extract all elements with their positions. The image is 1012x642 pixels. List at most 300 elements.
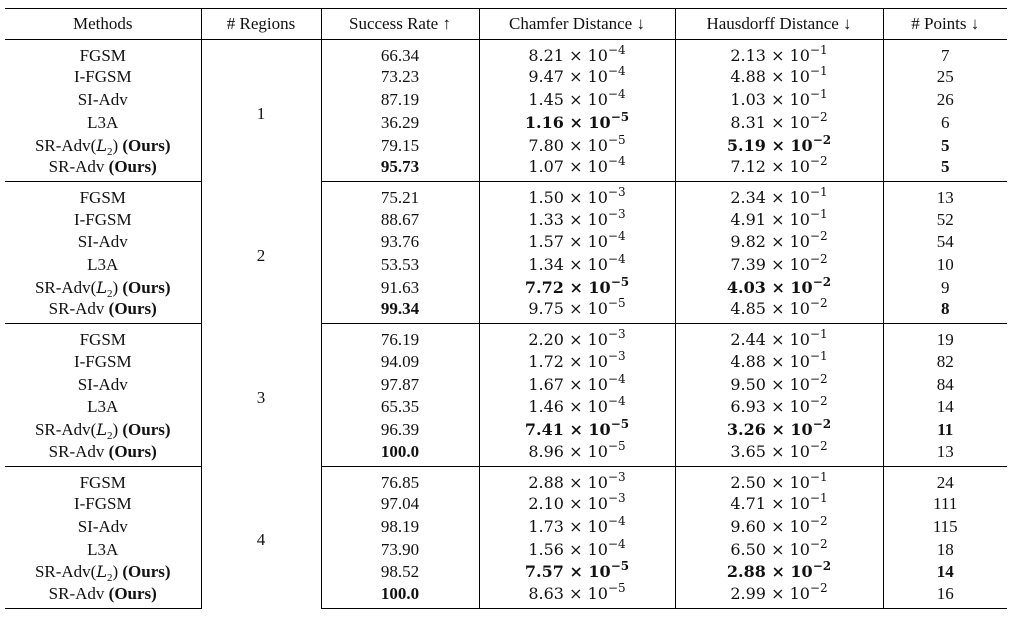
- table-row: [5, 231, 1007, 254]
- times-sign: × 10: [765, 562, 813, 582]
- table-row: [5, 373, 1007, 396]
- sci-value: [730, 327, 828, 350]
- sci-value: [524, 559, 630, 582]
- points-cell: 115: [932, 516, 958, 536]
- success-rate-cell: 97.87: [321, 373, 479, 396]
- table-row: [5, 182, 1007, 209]
- times-sign: × 10: [765, 209, 810, 229]
- ours-label: (Ours): [108, 157, 157, 177]
- success-rate-cell: 98.19: [321, 515, 479, 538]
- results-table: [5, 8, 1007, 609]
- exponent: −3: [607, 327, 626, 342]
- times-sign: × 10: [765, 583, 810, 603]
- method-cell: [5, 40, 201, 67]
- method-cell: [5, 208, 201, 231]
- table-row: [5, 66, 1007, 89]
- method-name: I-FGSM: [73, 493, 132, 513]
- times-sign: × 10: [765, 539, 810, 559]
- mantissa: 9.82: [730, 232, 766, 252]
- mantissa: 4.03: [726, 277, 766, 297]
- exponent: −1: [809, 185, 828, 200]
- sci-value: [528, 206, 626, 229]
- mantissa: 9.50: [730, 374, 766, 394]
- points-cell: 5: [883, 157, 1007, 182]
- method-cell: [5, 515, 201, 538]
- table-row: [5, 350, 1007, 373]
- times-sign: × 10: [563, 157, 608, 177]
- sci-value: [528, 327, 626, 350]
- exponent: −2: [809, 154, 828, 169]
- success-rate-cell: 96.39: [321, 419, 479, 442]
- table-row: [5, 561, 1007, 584]
- mantissa: 1.33: [528, 209, 564, 229]
- regions-cell: 4: [201, 466, 321, 608]
- mantissa: 4.88: [730, 67, 766, 87]
- times-sign: × 10: [563, 112, 611, 132]
- method-name: I-FGSM: [73, 67, 132, 87]
- sci-value: [730, 394, 828, 417]
- success-rate-cell: 93.76: [321, 231, 479, 254]
- exponent: −1: [809, 490, 828, 505]
- method-name: I-FGSM: [73, 351, 132, 371]
- paren: ): [112, 562, 119, 582]
- sci-value: [730, 348, 828, 371]
- mantissa: 1.57: [528, 232, 564, 252]
- paren: ): [112, 277, 119, 297]
- mantissa: 7.80: [528, 135, 564, 155]
- mantissa: 1.16: [524, 112, 564, 132]
- method-name: SR-Adv(: [34, 420, 97, 440]
- norm-subscript: 2: [106, 287, 113, 300]
- method-name: FGSM: [79, 46, 126, 65]
- success-rate-cell: 88.67: [321, 208, 479, 231]
- times-sign: × 10: [765, 516, 810, 536]
- regions-cell: 3: [201, 324, 321, 466]
- method-cell: [5, 299, 201, 324]
- mantissa: 1.07: [528, 157, 564, 177]
- chamfer-cell: [479, 134, 675, 157]
- success-rate-cell: 76.19: [321, 324, 479, 351]
- points-cell: 9: [941, 277, 950, 297]
- mantissa: 2.34: [730, 188, 766, 208]
- exponent: −5: [610, 274, 630, 289]
- exponent: −5: [607, 580, 626, 595]
- norm-symbol: L: [96, 420, 107, 440]
- sci-value: [730, 469, 828, 492]
- method-cell: [5, 561, 201, 584]
- table-row: [5, 584, 1007, 609]
- hausdorff-cell: [675, 561, 883, 584]
- ours-label: (Ours): [122, 135, 171, 155]
- method-name: FGSM: [79, 330, 126, 350]
- mantissa: 9.75: [528, 299, 564, 319]
- sci-value: [528, 371, 626, 394]
- hausdorff-cell: [675, 89, 883, 112]
- table-row: [5, 277, 1007, 300]
- sci-value: [730, 252, 828, 275]
- exponent: −5: [610, 109, 630, 124]
- hausdorff-cell: [675, 254, 883, 277]
- exponent: −2: [809, 296, 828, 311]
- chamfer-cell: [479, 466, 675, 493]
- sci-value: [524, 274, 630, 297]
- table-row: [5, 538, 1007, 561]
- times-sign: × 10: [563, 441, 608, 461]
- method-name: SR-Adv(: [34, 277, 97, 297]
- points-cell: 10: [936, 255, 954, 275]
- times-sign: × 10: [765, 299, 810, 319]
- success-rate-cell: 73.90: [321, 538, 479, 561]
- points-cell: 52: [936, 209, 954, 229]
- chamfer-cell: [479, 580, 675, 609]
- region-group: [5, 324, 1007, 466]
- exponent: −4: [607, 513, 626, 528]
- hausdorff-cell: [675, 419, 883, 442]
- chamfer-cell: [479, 254, 675, 277]
- times-sign: × 10: [563, 209, 608, 229]
- sci-value: [528, 536, 626, 559]
- chamfer-cell: [479, 154, 675, 182]
- sci-value: [528, 348, 626, 371]
- points-cell: 111: [933, 493, 958, 513]
- mantissa: 1.34: [528, 255, 564, 275]
- times-sign: × 10: [563, 90, 608, 110]
- mantissa: 4.88: [730, 351, 766, 371]
- success-rate-cell: 73.23: [321, 66, 479, 89]
- times-sign: × 10: [563, 351, 608, 371]
- sci-value: [730, 185, 828, 208]
- points-cell: 11: [937, 420, 954, 440]
- times-sign: × 10: [563, 67, 608, 87]
- chamfer-cell: [479, 515, 675, 538]
- method-cell: [5, 134, 201, 157]
- region-group: [5, 466, 1007, 608]
- method-name: SI-Adv: [77, 516, 128, 536]
- exponent: −4: [607, 64, 626, 79]
- points-cell: 14: [936, 562, 954, 582]
- paren: ): [112, 420, 119, 440]
- mantissa: 8.31: [730, 112, 766, 132]
- method-name: FGSM: [79, 472, 126, 492]
- exponent: −4: [607, 252, 626, 267]
- times-sign: × 10: [563, 277, 611, 297]
- exponent: −5: [607, 296, 626, 311]
- points-cell: 13: [936, 188, 954, 208]
- method-name: SR-Adv(: [34, 135, 97, 155]
- hausdorff-cell: [675, 208, 883, 231]
- mantissa: 1.45: [528, 90, 564, 110]
- method-cell: [5, 157, 201, 182]
- times-sign: × 10: [765, 351, 810, 371]
- chamfer-cell: [479, 538, 675, 561]
- success-rate-cell: 91.63: [321, 277, 479, 300]
- sci-value: [528, 154, 626, 177]
- sci-value: [730, 64, 828, 87]
- hausdorff-cell: [675, 580, 883, 609]
- hausdorff-cell: [675, 40, 883, 67]
- points-cell: 16: [883, 584, 1007, 609]
- success-rate-cell: 76.85: [321, 466, 479, 493]
- exponent: −5: [607, 132, 626, 147]
- region-group: [5, 182, 1007, 324]
- hausdorff-cell: [675, 66, 883, 89]
- method-cell: [5, 350, 201, 373]
- ours-label: (Ours): [108, 583, 157, 603]
- success-rate-cell: 100.0: [321, 584, 479, 609]
- times-sign: × 10: [765, 472, 810, 492]
- success-rate-cell: 98.52: [321, 561, 479, 584]
- exponent: −4: [607, 229, 626, 244]
- mantissa: 4.91: [730, 209, 766, 229]
- mantissa: 1.72: [528, 351, 564, 371]
- times-sign: × 10: [765, 112, 810, 132]
- hausdorff-cell: [675, 438, 883, 467]
- method-name: SR-Adv(: [34, 562, 97, 582]
- times-sign: × 10: [765, 157, 810, 177]
- points-cell: 82: [936, 351, 954, 371]
- exponent: −2: [809, 252, 828, 267]
- points-cell: 84: [936, 374, 954, 394]
- header-success-rate: Success Rate ↑: [321, 9, 479, 40]
- exponent: −4: [607, 536, 626, 551]
- hausdorff-cell: [675, 490, 883, 516]
- chamfer-cell: [479, 438, 675, 467]
- mantissa: 7.39: [730, 255, 766, 275]
- points-cell: 19: [936, 330, 954, 350]
- header-regions: # Regions: [201, 9, 321, 40]
- times-sign: × 10: [563, 135, 608, 155]
- exponent: −2: [812, 417, 832, 432]
- norm-symbol: L: [96, 277, 107, 297]
- success-rate-cell: 94.09: [321, 350, 479, 373]
- exponent: −2: [809, 394, 828, 409]
- norm-subscript: 2: [106, 430, 113, 443]
- sci-value: [524, 417, 630, 440]
- times-sign: × 10: [563, 539, 608, 559]
- exponent: −3: [607, 469, 626, 484]
- sci-value: [730, 536, 828, 559]
- mantissa: 7.41: [524, 420, 564, 440]
- sci-value: [524, 109, 630, 132]
- sci-value: [730, 229, 828, 252]
- method-name: SR-Adv: [48, 441, 105, 461]
- method-cell: [5, 419, 201, 442]
- header-methods: Methods: [5, 9, 201, 40]
- times-sign: × 10: [765, 420, 813, 440]
- header-chamfer-distance: Chamfer Distance ↓: [479, 9, 675, 40]
- hausdorff-cell: [675, 373, 883, 396]
- hausdorff-cell: [675, 396, 883, 419]
- method-cell: [5, 89, 201, 112]
- mantissa: 3.65: [730, 441, 766, 461]
- mantissa: 2.50: [730, 472, 766, 492]
- mantissa: 1.50: [528, 188, 564, 208]
- mantissa: 2.10: [528, 493, 564, 513]
- table-row: [5, 396, 1007, 419]
- sci-value: [730, 109, 828, 132]
- times-sign: × 10: [765, 330, 810, 350]
- sci-value: [528, 185, 626, 208]
- paren: ): [112, 135, 119, 155]
- exponent: −1: [809, 327, 828, 342]
- table-row: [5, 324, 1007, 351]
- exponent: −3: [607, 185, 626, 200]
- header-hausdorff-distance: Hausdorff Distance ↓: [675, 9, 883, 40]
- exponent: −2: [809, 109, 828, 124]
- points-cell: 24: [936, 472, 954, 492]
- table-row: [5, 466, 1007, 493]
- chamfer-cell: [479, 208, 675, 231]
- method-name: L3A: [87, 397, 119, 417]
- method-cell: [5, 584, 201, 609]
- exponent: −2: [812, 274, 832, 289]
- points-cell: 8: [883, 299, 1007, 324]
- sci-value: [730, 43, 828, 65]
- table-row: [5, 419, 1007, 442]
- sci-value: [528, 469, 626, 492]
- mantissa: 2.88: [726, 562, 766, 582]
- sci-value: [730, 87, 828, 110]
- hausdorff-cell: [675, 324, 883, 351]
- method-name: I-FGSM: [73, 209, 132, 229]
- norm-subscript: 2: [106, 572, 113, 585]
- method-name: L3A: [87, 112, 119, 132]
- chamfer-cell: [479, 66, 675, 89]
- hausdorff-cell: [675, 350, 883, 373]
- sci-value: [528, 513, 626, 536]
- sci-value: [730, 371, 828, 394]
- sci-value: [528, 229, 626, 252]
- hausdorff-cell: [675, 134, 883, 157]
- exponent: −4: [607, 87, 626, 102]
- points-cell: 18: [936, 539, 954, 559]
- method-name: SI-Adv: [77, 374, 128, 394]
- times-sign: × 10: [765, 135, 813, 155]
- hausdorff-cell: [675, 231, 883, 254]
- table-row: [5, 442, 1007, 467]
- mantissa: 6.50: [730, 539, 766, 559]
- points-cell: 54: [936, 232, 954, 252]
- table-row: [5, 89, 1007, 112]
- success-rate-cell: 87.19: [321, 89, 479, 112]
- method-cell: [5, 231, 201, 254]
- sci-value: [730, 438, 828, 461]
- table-row: [5, 515, 1007, 538]
- sci-value: [528, 490, 626, 513]
- ours-label: (Ours): [122, 420, 171, 440]
- points-cell: 14: [936, 397, 954, 417]
- exponent: −1: [809, 43, 828, 57]
- times-sign: × 10: [563, 299, 608, 319]
- times-sign: × 10: [563, 255, 608, 275]
- region-group: [5, 40, 1007, 182]
- times-sign: × 10: [563, 374, 608, 394]
- table-row: [5, 157, 1007, 182]
- exponent: −5: [610, 559, 630, 574]
- times-sign: × 10: [765, 232, 810, 252]
- mantissa: 2.13: [730, 46, 766, 65]
- ours-label: (Ours): [122, 562, 171, 582]
- success-rate-cell: 97.04: [321, 493, 479, 516]
- chamfer-cell: [479, 231, 675, 254]
- exponent: −5: [607, 438, 626, 453]
- method-name: L3A: [87, 539, 119, 559]
- mantissa: 6.93: [730, 397, 766, 417]
- method-name: L3A: [87, 255, 119, 275]
- exponent: −2: [812, 559, 832, 574]
- sci-value: [528, 438, 626, 461]
- exponent: −5: [610, 417, 630, 432]
- success-rate-cell: 100.0: [321, 442, 479, 467]
- exponent: −1: [809, 469, 828, 484]
- sci-value: [726, 274, 832, 297]
- chamfer-cell: [479, 89, 675, 112]
- times-sign: × 10: [563, 493, 608, 513]
- times-sign: × 10: [765, 255, 810, 275]
- mantissa: 2.44: [730, 330, 766, 350]
- hausdorff-cell: [675, 466, 883, 493]
- exponent: −1: [809, 348, 828, 363]
- chamfer-cell: [479, 324, 675, 351]
- mantissa: 2.99: [730, 583, 766, 603]
- chamfer-cell: [479, 40, 675, 67]
- times-sign: × 10: [765, 90, 810, 110]
- chamfer-cell: [479, 296, 675, 324]
- exponent: −3: [607, 206, 626, 221]
- sci-value: [730, 490, 828, 513]
- mantissa: 4.71: [730, 493, 766, 513]
- method-cell: [5, 277, 201, 300]
- method-cell: [5, 396, 201, 419]
- mantissa: 2.88: [528, 472, 564, 492]
- chamfer-cell: [479, 373, 675, 396]
- success-rate-cell: 99.34: [321, 299, 479, 324]
- method-name: FGSM: [79, 188, 126, 208]
- method-name: SR-Adv: [48, 157, 105, 177]
- exponent: −2: [809, 438, 828, 453]
- mantissa: 9.60: [730, 516, 766, 536]
- sci-value: [730, 206, 828, 229]
- method-name: SI-Adv: [77, 232, 128, 252]
- exponent: −1: [809, 64, 828, 79]
- mantissa: 8.63: [528, 583, 564, 603]
- ours-label: (Ours): [108, 441, 157, 461]
- hausdorff-cell: [675, 154, 883, 182]
- hausdorff-cell: [675, 109, 883, 135]
- success-rate-cell: 79.15: [321, 134, 479, 157]
- times-sign: × 10: [765, 46, 810, 65]
- times-sign: × 10: [563, 188, 608, 208]
- mantissa: 8.96: [528, 441, 564, 461]
- sci-value: [528, 296, 626, 319]
- mantissa: 9.47: [528, 67, 564, 87]
- chamfer-cell: [479, 109, 675, 135]
- mantissa: 1.56: [528, 539, 564, 559]
- times-sign: × 10: [765, 188, 810, 208]
- header-points: # Points ↓: [883, 9, 1007, 40]
- points-cell: 26: [936, 90, 954, 110]
- hausdorff-cell: [675, 182, 883, 209]
- times-sign: × 10: [563, 562, 611, 582]
- exponent: −4: [607, 371, 626, 386]
- sci-value: [730, 513, 828, 536]
- times-sign: × 10: [765, 441, 810, 461]
- points-cell: 6: [941, 112, 950, 132]
- sci-value: [528, 252, 626, 275]
- chamfer-cell: [479, 350, 675, 373]
- hausdorff-cell: [675, 296, 883, 324]
- mantissa: 5.19: [726, 135, 766, 155]
